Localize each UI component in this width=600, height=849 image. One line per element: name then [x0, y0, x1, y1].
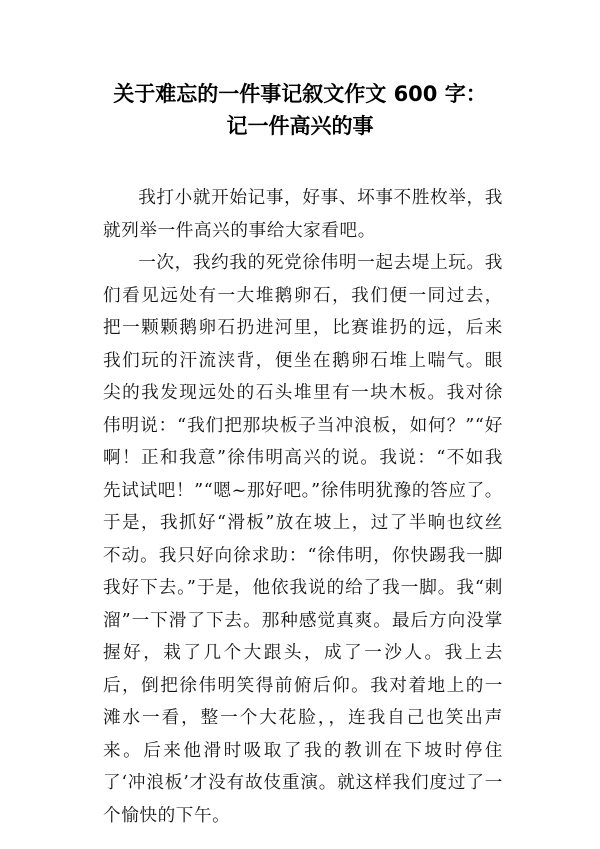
document-title: [40, 78, 560, 142]
title-line-2: 记一件高兴的事: [226, 114, 374, 138]
title-line-1: 关于难忘的一件事记叙文作文 600 字：: [113, 82, 487, 106]
document-body: [103, 182, 503, 832]
paragraph-1: 我打小就开始记事，好事、坏事不胜枚举，我就列举一件高兴的事给大家看吧。: [103, 188, 503, 241]
paragraph-2: 一次，我约我的死党徐伟明一起去堤上玩。我们看见远处有一大堆鹅卵石，我们便一同过去，把一颗颗鹅卵石扔进河里，比赛谁扔的远，后来我们玩的汗流浃背，便坐在鹅卵石堆上喘气。眼尖的我发现远处的石头堆里有一块木板。我对徐伟明说：“我们把那块板子当冲浪板，如何？”“好啊！正和我意”徐伟明高兴的说。我说：“不如我先试试吧！”“嗯~那好吧。”徐伟明犹豫的答应了。于是，我抓好“滑板”放在坡上，过了半晌也纹丝不动。我只好向徐求助：“徐伟明，你快踢我一脚我好下去。”于是，他依我说的给了我一脚。我“刺溜”一下滑了下去。那种感觉真爽。最后方向没掌握好，栽了几个大跟头，成了一沙人。我上去后，倒把徐伟明笑得前俯后仰。我对着地上的一滩水一看，整一个大花脸，，连我自己也笑出声来。后来他滑时吸取了我的教训在下坡时停住了‘冲浪板’才没有故伎重演。就这样我们度过了一个愉快的下午。: [103, 253, 503, 826]
